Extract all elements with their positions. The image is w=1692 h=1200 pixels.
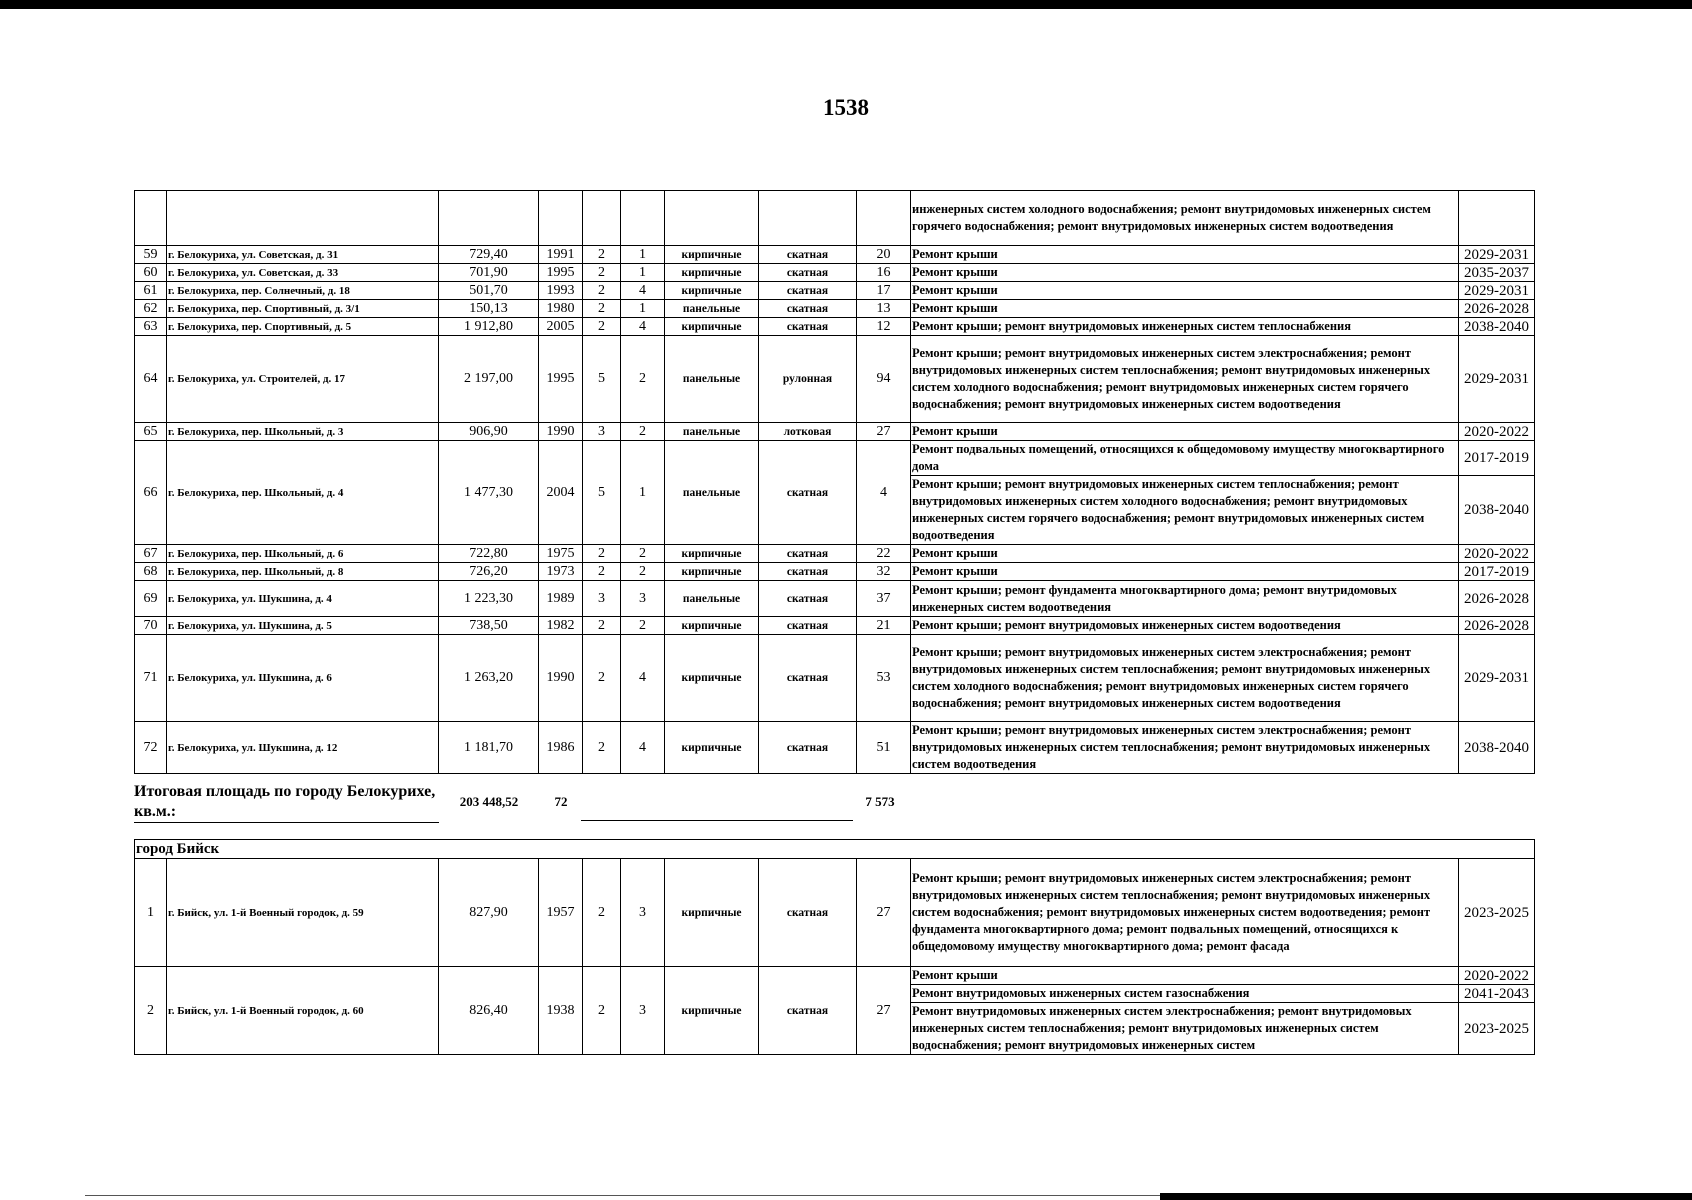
build-year: 1982 xyxy=(539,617,583,635)
wall-material: панельные xyxy=(665,300,759,318)
build-year: 1973 xyxy=(539,563,583,581)
row-number: 2 xyxy=(135,967,167,1055)
entrances: 2 xyxy=(621,336,665,423)
wall-material: кирпичные xyxy=(665,282,759,300)
floors: 3 xyxy=(583,581,621,617)
roof-type: скатная xyxy=(759,441,857,545)
entrances: 1 xyxy=(621,300,665,318)
work-description: Ремонт крыши; ремонт внутридомовых инженерных систем электроснабжения; ремонт внутридомовых инженерных систем теплоснабжения; ремонт внутридомовых инженерных систем холодного водоснабжения; ремонт внутридомовых инженерных систем горячего водоснабжения; ремонт внутридомовых инженерных систем водоотведения xyxy=(911,336,1459,423)
area: 827,90 xyxy=(439,859,539,967)
build-year: 1995 xyxy=(539,336,583,423)
wall-material: панельные xyxy=(665,336,759,423)
area: 1 477,30 xyxy=(439,441,539,545)
work-description: Ремонт крыши; ремонт внутридомовых инженерных систем водоотведения xyxy=(911,617,1459,635)
entrances: 1 xyxy=(621,264,665,282)
roof-type: лотковая xyxy=(759,423,857,441)
address: г. Белокуриха, ул. Строителей, д. 17 xyxy=(167,336,439,423)
row-number: 60 xyxy=(135,264,167,282)
area: 738,50 xyxy=(439,617,539,635)
table-row xyxy=(135,563,1535,581)
work-period: 2041-2043 xyxy=(1459,985,1535,1003)
area: 1 223,30 xyxy=(439,581,539,617)
floors: 2 xyxy=(583,246,621,264)
work-description: Ремонт крыши; ремонт внутридомовых инженерных систем теплоснабжения; ремонт внутридомовых инженерных систем холодного водоснабжения; ремонт внутридомовых инженерных систем горячего водоснабжения; ремонт внутридомовых инженерных систем водоотведения xyxy=(911,476,1459,545)
area: 501,70 xyxy=(439,282,539,300)
entrances: 4 xyxy=(621,635,665,722)
wall-material: кирпичные xyxy=(665,967,759,1055)
area: 826,40 xyxy=(439,967,539,1055)
work-description: Ремонт крыши xyxy=(911,423,1459,441)
entrances: 1 xyxy=(621,246,665,264)
address: г. Белокуриха, ул. Шукшина, д. 5 xyxy=(167,617,439,635)
work-period: 2035-2037 xyxy=(1459,264,1535,282)
address: г. Белокуриха, ул. Шукшина, д. 12 xyxy=(167,722,439,774)
work-description: Ремонт крыши xyxy=(911,264,1459,282)
work-period: 2017-2019 xyxy=(1459,563,1535,581)
work-period: 2020-2022 xyxy=(1459,967,1535,985)
work-period: 2023-2025 xyxy=(1459,1003,1535,1055)
table-row xyxy=(135,282,1535,300)
floors: 5 xyxy=(583,336,621,423)
entrances: 4 xyxy=(621,282,665,300)
roof-type: скатная xyxy=(759,300,857,318)
table-row xyxy=(135,581,1535,617)
row-number: 70 xyxy=(135,617,167,635)
residents: 21 xyxy=(857,617,911,635)
build-year: 2004 xyxy=(539,441,583,545)
build-year: 1980 xyxy=(539,300,583,318)
residents: 17 xyxy=(857,282,911,300)
wall-material: кирпичные xyxy=(665,563,759,581)
floors: 2 xyxy=(583,300,621,318)
work-description: Ремонт подвальных помещений, относящихся к общедомовому имуществу многоквартирного дома xyxy=(911,441,1459,476)
row-number: 59 xyxy=(135,246,167,264)
work-period: 2026-2028 xyxy=(1459,300,1535,318)
area: 906,90 xyxy=(439,423,539,441)
floors: 2 xyxy=(583,282,621,300)
totals-area: 203 448,52 xyxy=(459,794,519,809)
work-description: Ремонт крыши xyxy=(911,545,1459,563)
row-number: 62 xyxy=(135,300,167,318)
work-period: 2038-2040 xyxy=(1459,318,1535,336)
work-period: 2029-2031 xyxy=(1459,246,1535,264)
buildings-table-biysk xyxy=(134,839,1535,1055)
work-description: Ремонт крыши xyxy=(911,282,1459,300)
address: г. Белокуриха, пер. Спортивный, д. 5 xyxy=(167,318,439,336)
table-row xyxy=(135,635,1535,722)
address: г. Белокуриха, пер. Школьный, д. 3 xyxy=(167,423,439,441)
floors: 2 xyxy=(583,563,621,581)
work-period: 2029-2031 xyxy=(1459,635,1535,722)
roof-type: скатная xyxy=(759,282,857,300)
wall-material: кирпичные xyxy=(665,246,759,264)
row-number: 66 xyxy=(135,441,167,545)
entrances: 2 xyxy=(621,545,665,563)
totals-underline xyxy=(581,820,853,821)
area: 1 263,20 xyxy=(439,635,539,722)
entrances: 3 xyxy=(621,967,665,1055)
residents: 27 xyxy=(857,859,911,967)
area: 1 912,80 xyxy=(439,318,539,336)
city-name: город Бийск xyxy=(135,840,1535,859)
work-description: Ремонт крыши xyxy=(911,246,1459,264)
build-year: 1993 xyxy=(539,282,583,300)
row-number: 71 xyxy=(135,635,167,722)
wall-material: кирпичные xyxy=(665,859,759,967)
table-row xyxy=(135,617,1535,635)
residents: 27 xyxy=(857,423,911,441)
build-year: 1986 xyxy=(539,722,583,774)
work-description: Ремонт крыши; ремонт внутридомовых инженерных систем электроснабжения; ремонт внутридомовых инженерных систем теплоснабжения; ремонт внутридомовых инженерных систем водоотведения xyxy=(911,722,1459,774)
residents: 4 xyxy=(857,441,911,545)
build-year: 1990 xyxy=(539,635,583,722)
table-row xyxy=(135,191,1535,246)
residents: 94 xyxy=(857,336,911,423)
residents: 16 xyxy=(857,264,911,282)
area: 726,20 xyxy=(439,563,539,581)
address: г. Бийск, ул. 1-й Военный городок, д. 59 xyxy=(167,859,439,967)
entrances: 4 xyxy=(621,318,665,336)
roof-type: скатная xyxy=(759,617,857,635)
roof-type: рулонная xyxy=(759,336,857,423)
area: 2 197,00 xyxy=(439,336,539,423)
area: 1 181,70 xyxy=(439,722,539,774)
roof-type: скатная xyxy=(759,635,857,722)
entrances: 3 xyxy=(621,581,665,617)
work-period: 2026-2028 xyxy=(1459,617,1535,635)
floors: 2 xyxy=(583,318,621,336)
table-row xyxy=(135,859,1535,967)
area: 150,13 xyxy=(439,300,539,318)
entrances: 2 xyxy=(621,617,665,635)
entrances: 4 xyxy=(621,722,665,774)
table-row xyxy=(135,318,1535,336)
table-row xyxy=(135,545,1535,563)
entrances: 3 xyxy=(621,859,665,967)
entrances: 2 xyxy=(621,563,665,581)
wall-material: панельные xyxy=(665,441,759,545)
row-number: 1 xyxy=(135,859,167,967)
table-row xyxy=(135,246,1535,264)
work-description: Ремонт внутридомовых инженерных систем газоснабжения xyxy=(911,985,1459,1003)
floors: 2 xyxy=(583,967,621,1055)
work-period: 2026-2028 xyxy=(1459,581,1535,617)
work-period: 2023-2025 xyxy=(1459,859,1535,967)
floors: 2 xyxy=(583,617,621,635)
scan-bottom-border xyxy=(1160,1193,1692,1200)
build-year: 1995 xyxy=(539,264,583,282)
build-year: 1938 xyxy=(539,967,583,1055)
work-cell: инженерных систем холодного водоснабжения; ремонт внутридомовых инженерных систем горячего водоснабжения; ремонт внутридомовых инженерных систем водоотведения xyxy=(911,191,1459,246)
area: 701,90 xyxy=(439,264,539,282)
work-period: 2038-2040 xyxy=(1459,476,1535,545)
work-description: Ремонт крыши xyxy=(911,563,1459,581)
residents: 32 xyxy=(857,563,911,581)
table-row xyxy=(135,423,1535,441)
address: г. Белокуриха, ул. Шукшина, д. 6 xyxy=(167,635,439,722)
table-row xyxy=(135,441,1535,476)
address: г. Белокуриха, ул. Шукшина, д. 4 xyxy=(167,581,439,617)
roof-type: скатная xyxy=(759,545,857,563)
roof-type: скатная xyxy=(759,722,857,774)
residents: 53 xyxy=(857,635,911,722)
work-period: 2029-2031 xyxy=(1459,336,1535,423)
address: г. Белокуриха, пер. Школьный, д. 4 xyxy=(167,441,439,545)
work-period: 2038-2040 xyxy=(1459,722,1535,774)
address: г. Белокуриха, пер. Школьный, д. 6 xyxy=(167,545,439,563)
row-number: 68 xyxy=(135,563,167,581)
build-year: 1990 xyxy=(539,423,583,441)
work-description: Ремонт крыши; ремонт внутридомовых инженерных систем электроснабжения; ремонт внутридомовых инженерных систем теплоснабжения; ремонт внутридомовых инженерных систем холодного водоснабжения; ремонт внутридомовых инженерных систем горячего водоснабжения; ремонт внутридомовых инженерных систем водоотведения xyxy=(911,635,1459,722)
totals-row xyxy=(134,782,1534,822)
buildings-table-belokurikha xyxy=(134,190,1535,774)
scan-top-border xyxy=(0,0,1692,9)
roof-type: скатная xyxy=(759,581,857,617)
row-number: 63 xyxy=(135,318,167,336)
table-row xyxy=(135,967,1535,985)
roof-type: скатная xyxy=(759,264,857,282)
row-number: 61 xyxy=(135,282,167,300)
row-number: 69 xyxy=(135,581,167,617)
page-number: 1538 xyxy=(823,95,869,120)
work-description: Ремонт крыши; ремонт внутридомовых инженерных систем теплоснабжения xyxy=(911,318,1459,336)
table-row xyxy=(135,300,1535,318)
floors: 2 xyxy=(583,722,621,774)
totals-people: 7 573 xyxy=(865,794,895,809)
work-period: 2020-2022 xyxy=(1459,545,1535,563)
row-number: 65 xyxy=(135,423,167,441)
roof-type: скатная xyxy=(759,967,857,1055)
residents: 37 xyxy=(857,581,911,617)
floors: 3 xyxy=(583,423,621,441)
wall-material: кирпичные xyxy=(665,264,759,282)
row-number: 72 xyxy=(135,722,167,774)
area: 722,80 xyxy=(439,545,539,563)
row-number: 67 xyxy=(135,545,167,563)
wall-material: панельные xyxy=(665,581,759,617)
floors: 2 xyxy=(583,545,621,563)
residents: 12 xyxy=(857,318,911,336)
work-period: 2029-2031 xyxy=(1459,282,1535,300)
wall-material: панельные xyxy=(665,423,759,441)
city-header-row xyxy=(135,840,1535,859)
scan-bottom-line xyxy=(85,1195,1160,1196)
wall-material: кирпичные xyxy=(665,545,759,563)
table-row xyxy=(135,264,1535,282)
address: г. Белокуриха, ул. Советская, д. 31 xyxy=(167,246,439,264)
residents: 51 xyxy=(857,722,911,774)
address: г. Бийск, ул. 1-й Военный городок, д. 60 xyxy=(167,967,439,1055)
work-period: 2020-2022 xyxy=(1459,423,1535,441)
work-period: 2017-2019 xyxy=(1459,441,1535,476)
roof-type: скатная xyxy=(759,859,857,967)
table-row xyxy=(135,336,1535,423)
floors: 2 xyxy=(583,264,621,282)
address: г. Белокуриха, пер. Школьный, д. 8 xyxy=(167,563,439,581)
residents: 20 xyxy=(857,246,911,264)
wall-material: кирпичные xyxy=(665,722,759,774)
roof-type: скатная xyxy=(759,246,857,264)
entrances: 2 xyxy=(621,423,665,441)
build-year: 1989 xyxy=(539,581,583,617)
wall-material: кирпичные xyxy=(665,318,759,336)
wall-material: кирпичные xyxy=(665,617,759,635)
table-row xyxy=(135,722,1535,774)
residents: 22 xyxy=(857,545,911,563)
build-year: 1991 xyxy=(539,246,583,264)
work-description: Ремонт крыши; ремонт внутридомовых инженерных систем электроснабжения; ремонт внутридомовых инженерных систем теплоснабжения; ремонт внутридомовых инженерных систем водоснабжения; ремонт внутридомовых инженерных систем водоотведения; ремонт фундамента многоквартирного дома; ремонт подвальных помещений, относящихся к общедомовому имуществу многоквартирного дома; ремонт фасада xyxy=(911,859,1459,967)
residents: 27 xyxy=(857,967,911,1055)
roof-type: скатная xyxy=(759,563,857,581)
entrances: 1 xyxy=(621,441,665,545)
row-number: 64 xyxy=(135,336,167,423)
work-description: Ремонт крыши xyxy=(911,967,1459,985)
work-description: Ремонт крыши xyxy=(911,300,1459,318)
residents: 13 xyxy=(857,300,911,318)
floors: 5 xyxy=(583,441,621,545)
area: 729,40 xyxy=(439,246,539,264)
build-year: 1975 xyxy=(539,545,583,563)
address: г. Белокуриха, пер. Спортивный, д. 3/1 xyxy=(167,300,439,318)
work-description: Ремонт внутридомовых инженерных систем электроснабжения; ремонт внутридомовых инженерных систем теплоснабжения; ремонт внутридомовых инженерных систем водоснабжения; ремонт внутридомовых инженерных систем xyxy=(911,1003,1459,1055)
work-description: Ремонт крыши; ремонт фундамента многоквартирного дома; ремонт внутридомовых инженерных систем водоотведения xyxy=(911,581,1459,617)
floors: 2 xyxy=(583,859,621,967)
totals-count: 72 xyxy=(554,794,568,809)
build-year: 2005 xyxy=(539,318,583,336)
floors: 2 xyxy=(583,635,621,722)
address: г. Белокуриха, ул. Советская, д. 33 xyxy=(167,264,439,282)
roof-type: скатная xyxy=(759,318,857,336)
wall-material: кирпичные xyxy=(665,635,759,722)
address: г. Белокуриха, пер. Солнечный, д. 18 xyxy=(167,282,439,300)
build-year: 1957 xyxy=(539,859,583,967)
totals-label: Итоговая площадь по городу Белокурихе, кв.м.: xyxy=(134,782,439,823)
